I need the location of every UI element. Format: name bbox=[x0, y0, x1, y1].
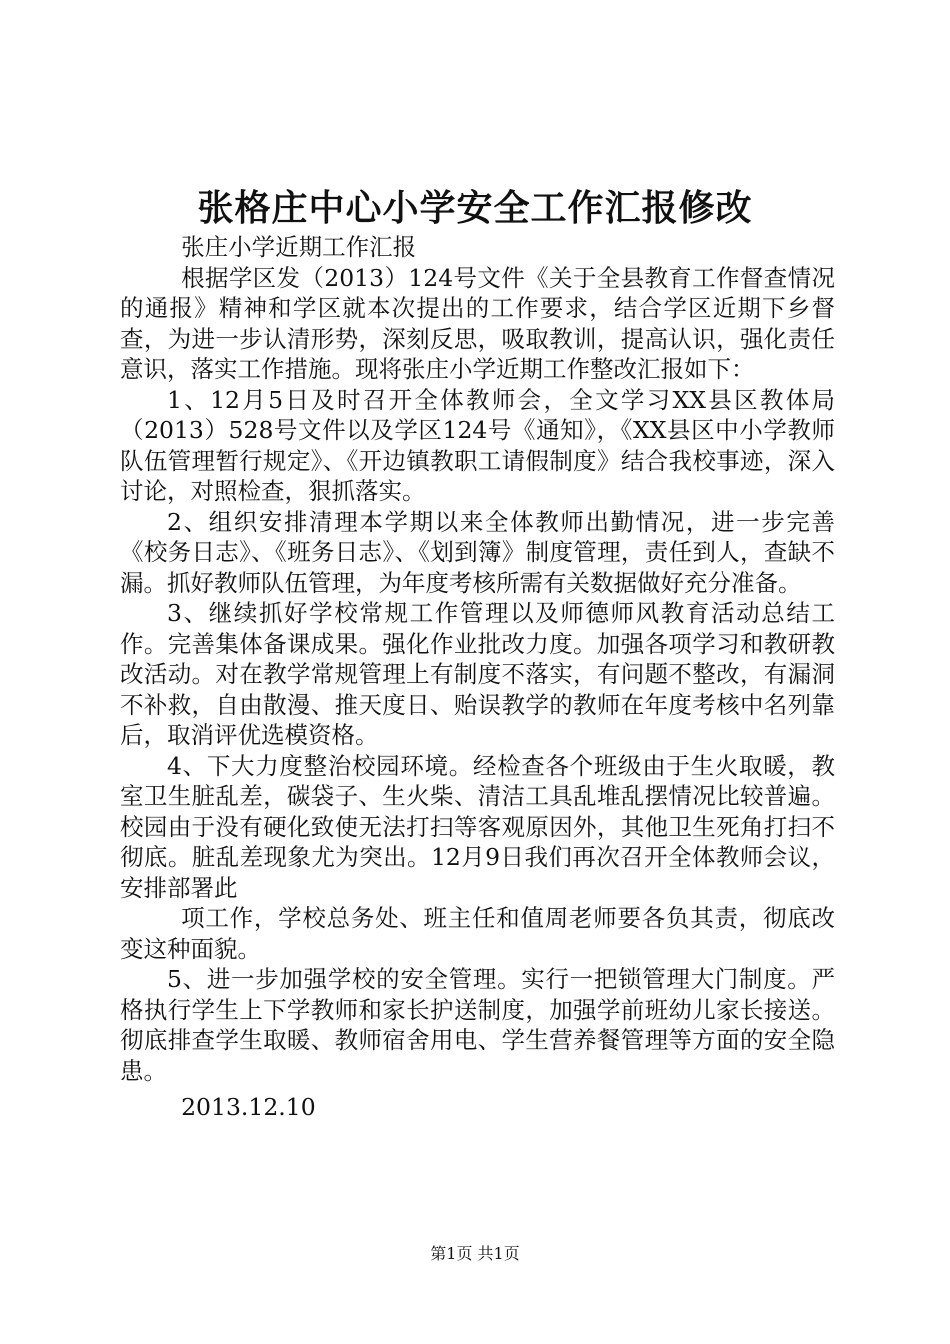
item-paragraph-1: 1、12月5日及时召开全体教师会，全文学习XX县区教体局（2013）528号文件以及学区124号《通知》，《XX县区中小学教师队伍管理暂行规定》、《开边镇教职工请假制度》结合我校事迹，深入讨论，对照检查，狠抓落实。 bbox=[120, 385, 835, 505]
item-paragraph-4: 4、下大力度整治校园环境。经检查各个班级由于生火取暖，教室卫生脏乱差，碳袋子、生火柴、清洁工具乱堆乱摆情况比较普遍。校园由于没有硬化致使无法打扫等客观原因外，其他卫生死角打扫不彻底。脏乱差现象尤为突出。12月9日我们再次召开全体教师会议，安排部署此 bbox=[120, 751, 835, 902]
item-paragraph-3: 3、继续抓好学校常规工作管理以及师德师风教育活动总结工作。完善集体备课成果。强化作业批改力度。加强各项学习和教研教改活动。对在教学常规管理上有制度不落实，有问题不整改，有漏洞不补救，自由散漫、推天度日、贻误教学的教师在年度考核中名列靠后，取消评优选模资格。 bbox=[120, 599, 835, 749]
intro-paragraph: 根据学区发（2013）124号文件《关于全县教育工作督查情况的通报》精神和学区就本次提出的工作要求，结合学区近期下乡督查，为进一步认清形势，深刻反思，吸取教训，提高认识，强化责任意识，落实工作措施。现将张庄小学近期工作整改汇报如下： bbox=[120, 263, 835, 383]
document-subtitle: 张庄小学近期工作汇报 bbox=[181, 233, 417, 261]
item-paragraph-2: 2、组织安排清理本学期以来全体教师出勤情况，进一步完善《校务日志》、《班务日志》、《划到簿》制度管理，责任到人，查缺不漏。抓好教师队伍管理，为年度考核所需有关数据做好充分准备。 bbox=[120, 507, 835, 597]
item-paragraph-4-continued: 项工作，学校总务处、班主任和值周老师要各负其责，彻底改变这种面貌。 bbox=[120, 904, 835, 963]
document-date: 2013.12.10 bbox=[181, 1093, 316, 1121]
document-body bbox=[120, 232, 835, 1123]
page-footer: 第1页 共1页 bbox=[430, 1244, 520, 1263]
document-title: 张格庄中心小学安全工作汇报修改 bbox=[197, 187, 753, 229]
item-paragraph-5: 5、进一步加强学校的安全管理。实行一把锁管理大门制度。严格执行学生上下学教师和家长护送制度，加强学前班幼儿家长接送。彻底排查学生取暖、教师宿舍用电、学生营养餐管理等方面的安全隐患。 bbox=[120, 965, 835, 1085]
